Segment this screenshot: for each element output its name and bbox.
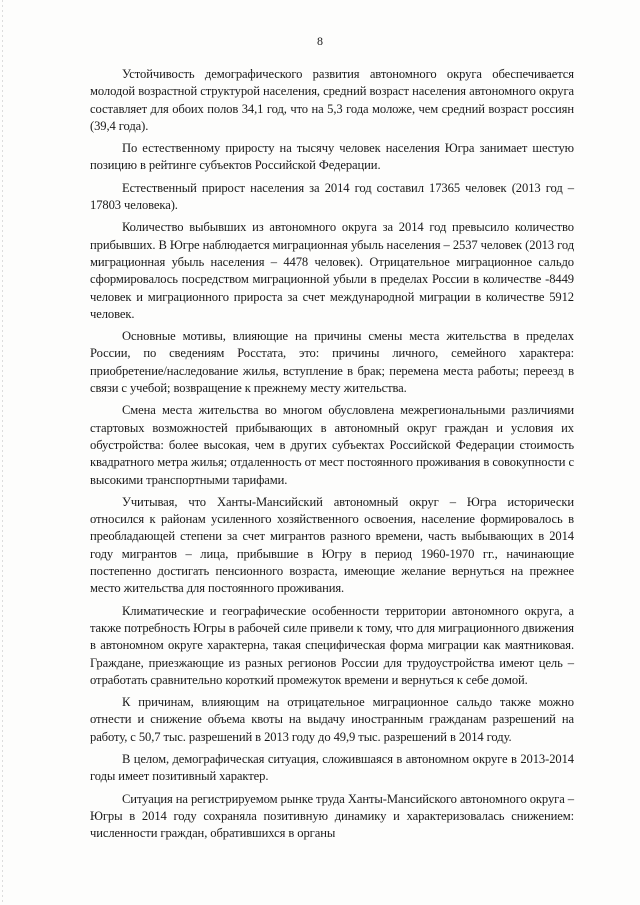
paragraph-historical-migration: Учитывая, что Ханты-Мансийский автономный округ – Югра исторически относился к районам усиленного хозяйственного освоения, население формировалось в преобладающей степени за счет мигрантов разного времени, часть выбывающих в 2014 году мигрантов – лица, прибывшие в Югру в период 1960-1970 гг., начинающие постепенно достигать пенсионного возраста, имеющие желание вернуться на прежнее место жительства для постоянного проживания.: [90, 494, 574, 596]
page-number: 8: [317, 34, 323, 48]
paragraph-natural-growth-rank: По естественному приросту на тысячу человек населения Югра занимает шестую позицию в рейтинге субъектов Российской Федерации.: [90, 141, 574, 173]
paragraph-residence-change: Смена места жительства во многом обусловлена межрегиональными различиями стартовых возможностей прибывающих в автономный округ граждан и условия их обустройства: более высокая, чем в других субъектах Российской Федерации стоимость квадратного метра жилья; отдаленность от мест постоянного проживания в совокупности с высокими транспортными тарифами.: [90, 403, 574, 487]
paragraph-work-permit-quota: К причинам, влияющим на отрицательное миграционное сальдо также можно отнести и снижение объема квоты на выдачу иностранным гражданам разрешений на работу, с 50,7 тыс. разрешений в 2013 году до 49,9 тыс. разрешений в 2014 году.: [90, 695, 574, 744]
document-body: [90, 66, 574, 847]
paragraph-demographic-summary: В целом, демографическая ситуация, сложившаяся в автономном округе в 2013-2014 годы имеет позитивный характер.: [90, 751, 574, 784]
paragraph-age-structure: Устойчивость демографического развития автономного округа обеспечивается молодой возрастной структурой населения, средний возраст населения автономного округа составляет для обоих полов 34,1 год, что на 5,3 года моложе, чем средний возраст россиян (39,4 года).: [90, 67, 574, 133]
paragraph-migration-motives: Основные мотивы, влияющие на причины смены места жительства в пределах России, по сведениям Росстата, это: причины личного, семейного характера: приобретение/наследование жилья, вступление в брак; перемена места работы; переезд в связи с учебой; возвращение к прежнему месту жительства.: [90, 329, 574, 396]
paragraph-labor-market: Ситуация на регистрируемом рынке труда Ханты-Мансийского автономного округа – Югры в 2014 году сохраняла позитивную динамику и характеризовалась снижением: численности граждан, обратившихся в органы: [90, 791, 574, 841]
paragraph-migration-loss: Количество выбывших из автономного округа за 2014 год превысило количество прибывших. В Югре наблюдается миграционная убыль населения – 2537 человек (2013 год миграционная убыль населения – 4478 человек). Отрицательное миграционное сальдо сформировалось посредством миграционной убыли в пределах России в количестве -8449 человек и миграционного прироста за счет международной миграции в количестве 5912 человек.: [90, 220, 574, 321]
paragraph-natural-growth: Естественный прирост населения за 2014 год составил 17365 человек (2013 год – 17803 человека).: [90, 180, 574, 213]
paragraph-pendulum-migration: Климатические и географические особенности территории автономного округа, а также потребность Югры в рабочей силе привели к тому, что для миграционного движения в автономном округе характерна, такая специфическая форма миграции как маятниковая. Граждане, приезжающие из разных регионов России для трудоустройства имеют цель – отработать сравнительно короткий промежуток времени и вернуться к себе домой.: [90, 603, 574, 687]
scan-edge: [2, 0, 3, 905]
